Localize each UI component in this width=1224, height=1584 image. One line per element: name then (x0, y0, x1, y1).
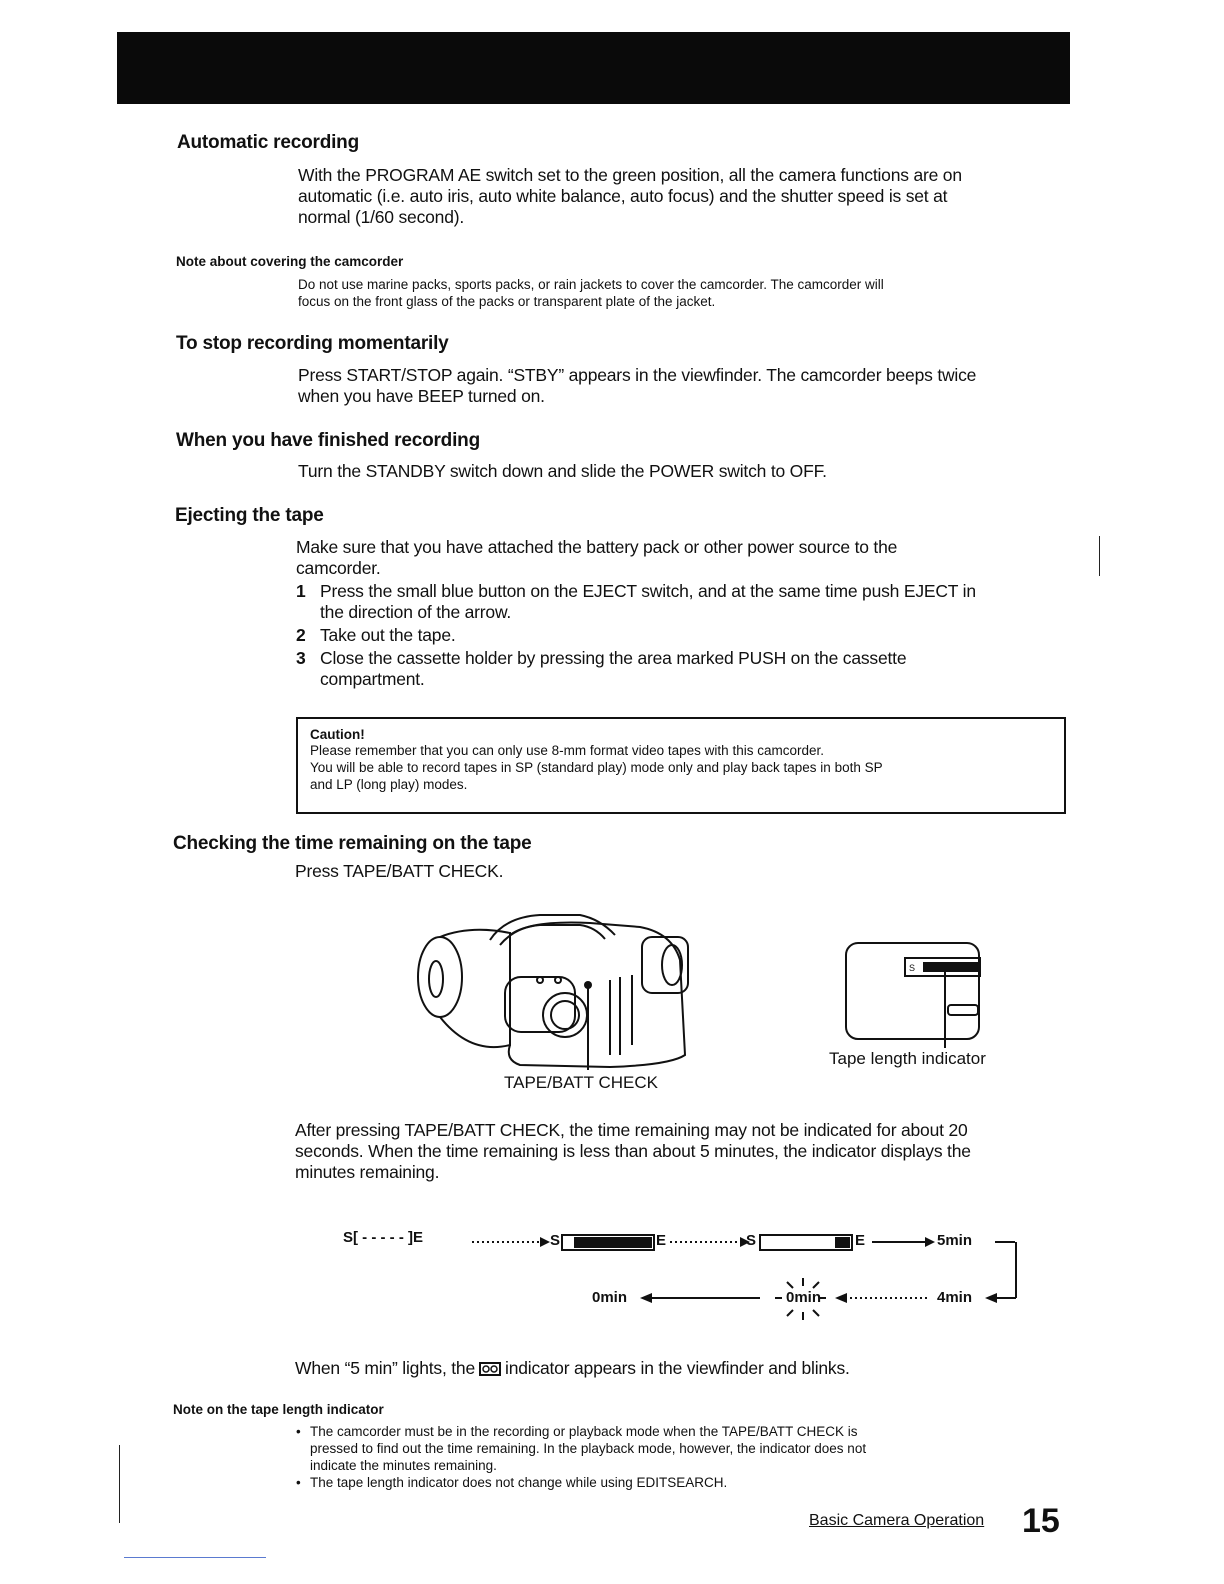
sequence-s-label: S (550, 1232, 561, 1249)
sequence-0min: 0min (592, 1289, 628, 1306)
viewfinder-indicator-illustration (843, 940, 983, 1050)
margin-change-bar (1099, 536, 1100, 576)
margin-change-bar (119, 1445, 120, 1523)
caution-line: and LP (long play) modes. (310, 777, 468, 792)
label-tape-length-indicator: Tape length indicator (829, 1049, 986, 1068)
eject-step-1: 1 Press the small blue button on the EJECT switch, and at the same time push EJECT in the direction of the arrow. (296, 581, 976, 622)
header-bar (117, 32, 1070, 104)
sequence-4min: 4min (937, 1289, 973, 1306)
note-tape-length-text (296, 1423, 1076, 1491)
tape-batt-check-button-icon (584, 981, 592, 989)
note-covering-text: Do not use marine packs, sports packs, or rain jackets to cover the camcorder. The camcorder will focus on the front glass of the packs or transparent plate of the jacket. (298, 277, 884, 309)
caution-line: Please remember that you can only use 8-mm format video tapes with this camcorder. (310, 743, 824, 758)
caution-title: Caution! (310, 727, 365, 742)
heading-note-covering: Note about covering the camcorder (176, 254, 404, 269)
eject-step-2: 2 Take out the tape. (296, 625, 456, 645)
page-number: 15 (1022, 1502, 1060, 1540)
heading-finished-recording: When you have finished recording (176, 430, 480, 451)
checking-time-text: Press TAPE/BATT CHECK. (295, 861, 504, 881)
heading-checking-time: Checking the time remaining on the tape (173, 833, 532, 854)
sequence-empty-tape: S[ - - - - - ]E (343, 1229, 423, 1246)
eject-step-3: 3 Close the cassette holder by pressing the area marked PUSH on the cassette compartment. (296, 648, 907, 689)
blink-sentence: When “5 min” lights, the indicator appears in the viewfinder and blinks. (295, 1358, 850, 1378)
caution-box (296, 717, 1066, 814)
after-pressing-text: After pressing TAPE/BATT CHECK, the time remaining may not be indicated for about 20 seconds. When the time remaining is less than about 5 minutes, the indicator displays the minutes remaining. (295, 1120, 971, 1182)
stop-recording-text: Press START/STOP again. “STBY” appears in the viewfinder. The camcorder beeps twice when you have BEEP turned on. (298, 365, 977, 406)
ejecting-tape-text: Make sure that you have attached the battery pack or other power source to the camcorder. 1 Press the small blue button on the EJECT switch, and at the same time push EJECT in the direction of the arrow. 2 Take out the tape. 3 Close the cassette holder by pressing the area marked PUSH on the cassette compartment. (296, 537, 1086, 690)
heading-note-tape-length: Note on the tape length indicator (173, 1402, 384, 1417)
heading-automatic-recording: Automatic recording (177, 132, 359, 153)
sequence-s-label: S (746, 1232, 757, 1249)
automatic-recording-text: With the PROGRAM AE switch set to the green position, all the camera functions are on automatic (i.e. auto iris, auto white balance, auto focus) and the shutter speed is set at normal (1/60 second). (298, 165, 962, 227)
note-bullet: • The tape length indicator does not change while using EDITSEARCH. (296, 1475, 728, 1490)
sequence-e-label: E (656, 1232, 667, 1249)
heading-stop-recording: To stop recording momentarily (176, 333, 449, 354)
footer-rule (124, 1557, 266, 1558)
caution-line: You will be able to record tapes in SP (standard play) mode only and play back tapes in both SP (310, 760, 883, 775)
camcorder-illustration (410, 905, 710, 1075)
heading-ejecting-tape: Ejecting the tape (175, 505, 324, 526)
label-tape-batt-check: TAPE/BATT CHECK (504, 1073, 658, 1092)
tape-length-bar-icon (923, 962, 978, 972)
sequence-arrows-row-2 (640, 1250, 1020, 1325)
sequence-e-label: E (855, 1232, 866, 1249)
sequence-0min-blinking: 0min (786, 1289, 822, 1306)
svg-text:S: S (909, 963, 916, 973)
tape-blink-icon (479, 1361, 501, 1377)
note-bullet: • The camcorder must be in the recording or playback mode when the TAPE/BATT CHECK is pressed to find out the time remaining. In the playback mode, however, the indicator does not indicate the minutes remaining. (296, 1424, 867, 1473)
footer-section-label: Basic Camera Operation (809, 1512, 985, 1529)
finished-recording-text: Turn the STANDBY switch down and slide the POWER switch to OFF. (298, 461, 827, 481)
sequence-5min: 5min (937, 1232, 973, 1249)
